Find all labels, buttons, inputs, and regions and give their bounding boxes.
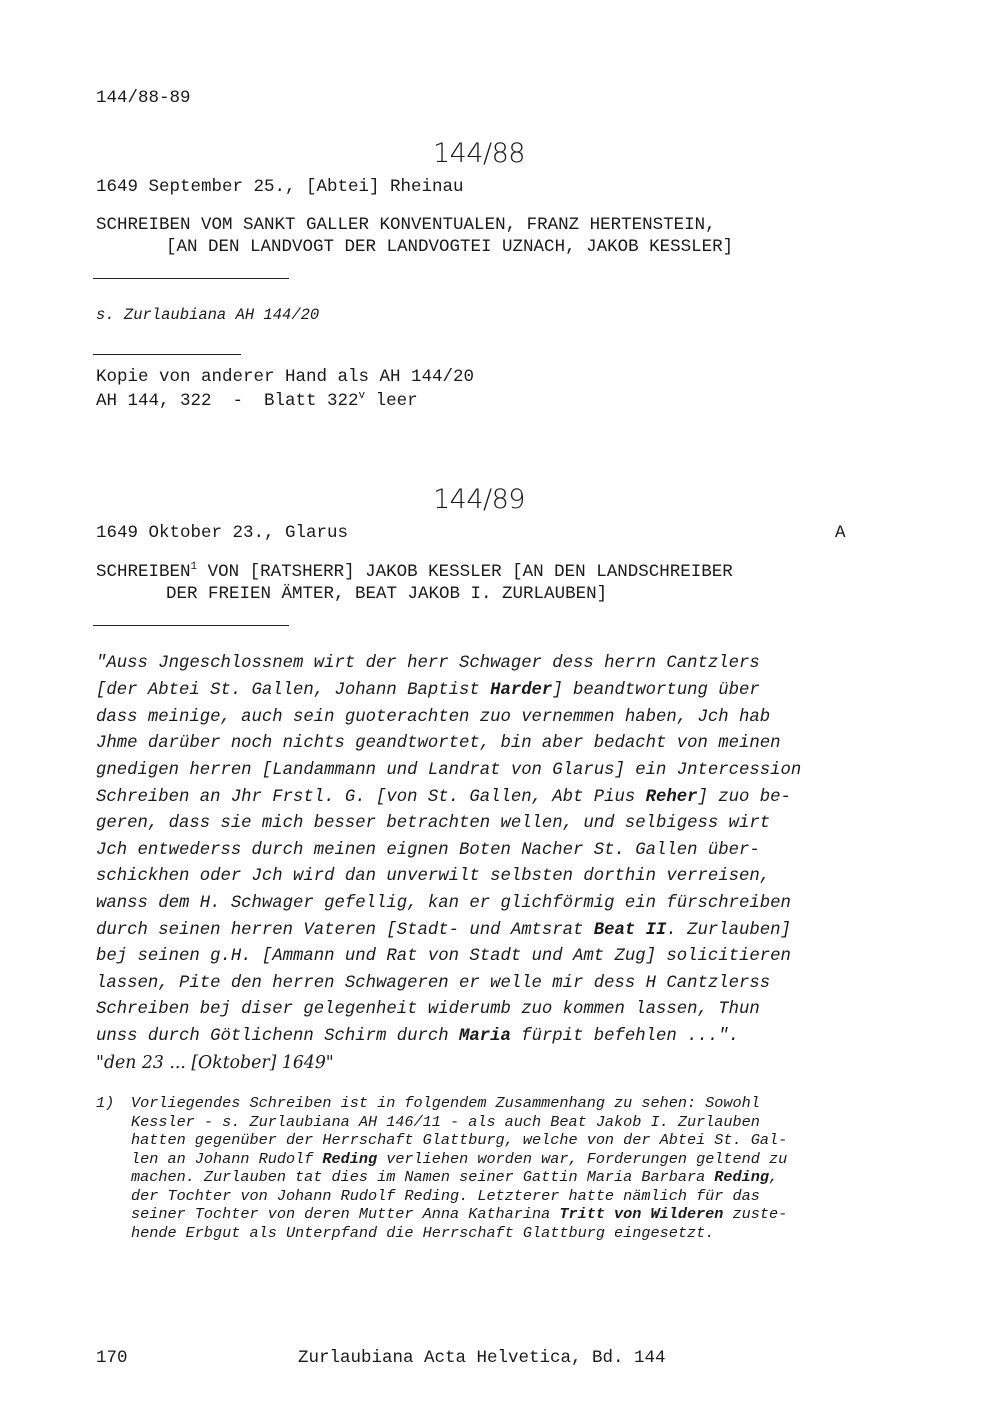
quote-date-line: "den 23 ... [Oktober] 1649" bbox=[96, 1053, 334, 1073]
quote-line: unss durch Götlichenn Schirm durch Maria fürpit befehlen ...". bbox=[96, 1027, 739, 1046]
footnote-line: seiner Tochter von deren Mutter Anna Katharina Tritt von Wilderen zuste- bbox=[131, 1205, 788, 1223]
quote-line: [der Abtei St. Gallen, Johann Baptist Harder] beandtwortung über bbox=[96, 681, 760, 700]
quote-line: wanss dem H. Schwager gefellig, kan er glichförmig ein fürschreiben bbox=[96, 894, 791, 913]
footnote-line: Kessler - s. Zurlaubiana AH 146/11 - als auch Beat Jakob I. Zurlauben bbox=[131, 1113, 760, 1131]
quote-line: geren, dass sie mich besser betrachten wellen, und selbigess wirt bbox=[96, 814, 771, 833]
quote-line: "Auss Jngeschlossnem wirt der herr Schwager dess herrn Cantzlers bbox=[96, 654, 760, 673]
entry-marker: A bbox=[835, 523, 846, 543]
page-reference: 144/88-89 bbox=[96, 88, 191, 108]
archival-note-line-2: AH 144, 322 - Blatt 322$^v$ leer bbox=[96, 390, 418, 411]
quote-line: Schreiben bej diser gelegenheit widerumb zuo kommen lassen, Thun bbox=[96, 1000, 760, 1019]
entry-number: 144/89 bbox=[433, 484, 525, 515]
see-reference: s. Zurlaubiana AH 144/20 bbox=[96, 306, 320, 324]
entry-title-line-2: DER FREIEN ÄMTER, BEAT JAKOB I. ZURLAUBEN] bbox=[166, 584, 608, 604]
footnote-line: hatten gegenüber der Herrschaft Glattburg, welche von der Abtei St. Gal- bbox=[131, 1131, 788, 1149]
footnote-marker: 1) bbox=[96, 1094, 115, 1112]
footnote-line: der Tochter von Johann Rudolf Reding. Letzterer hatte nämlich für das bbox=[131, 1187, 760, 1205]
entry-number: 144/88 bbox=[433, 138, 525, 169]
footnote-ref: 1 bbox=[190, 561, 198, 573]
entry-title-line-1: SCHREIBEN VOM SANKT GALLER KONVENTUALEN, FRANZ HERTENSTEIN, bbox=[96, 215, 716, 235]
quote-line: schickhen oder Jch wird dan unverwilt selbsten dorthin verreisen, bbox=[96, 867, 771, 886]
quote-line: lassen, Pite den herren Schwageren er welle mir dess H Cantzlerss bbox=[96, 974, 771, 993]
section-divider bbox=[93, 354, 241, 355]
footnote-line: hende Erbgut als Unterpfand die Herrschaft Glattburg eingesetzt. bbox=[131, 1224, 715, 1242]
entry-title-line-1: SCHREIBEN$^1$ VON [RATSHERR] JAKOB KESSLER [AN DEN LANDSCHREIBER bbox=[96, 561, 733, 582]
archival-note-line-1: Kopie von anderer Hand als AH 144/20 bbox=[96, 367, 475, 387]
section-divider bbox=[93, 625, 289, 626]
footnote-line: Vorliegendes Schreiben ist in folgendem Zusammenhang zu sehen: Sowohl bbox=[131, 1094, 760, 1112]
quote-line: durch seinen herren Vateren [Stadt- und Amtsrat Beat II. Zurlauben] bbox=[96, 921, 791, 940]
page-number: 170 bbox=[96, 1348, 128, 1368]
footnote-line: len an Johann Rudolf Reding verliehen worden war, Forderungen geltend zu bbox=[131, 1150, 788, 1168]
quote-line: Jhme darüber noch nichts geandtwortet, bin aber bedacht von meinen bbox=[96, 734, 781, 753]
footnote-line: machen. Zurlauben tat dies im Namen seiner Gattin Maria Barbara Reding, bbox=[131, 1168, 779, 1186]
quote-line: Jch entwederss durch meinen eignen Boten Nacher St. Gallen über- bbox=[96, 841, 760, 860]
entry-date-place: 1649 Oktober 23., Glarus bbox=[96, 523, 349, 543]
entry-title-line-2: [AN DEN LANDVOGT DER LANDVOGTEI UZNACH, JAKOB KESSLER] bbox=[166, 237, 734, 257]
entry-date-place: 1649 September 25., [Abtei] Rheinau bbox=[96, 177, 464, 197]
quote-line: bej seinen g.H. [Ammann und Rat von Stadt und Amt Zug] solicitieren bbox=[96, 947, 791, 966]
section-divider bbox=[93, 278, 289, 279]
quote-line: dass meinige, auch sein guoterachten zuo vernemmen haben, Jch hab bbox=[96, 708, 771, 727]
publication-title: Zurlaubiana Acta Helvetica, Bd. 144 bbox=[298, 1348, 666, 1368]
quote-line: Schreiben an Jhr Frstl. G. [von St. Gallen, Abt Pius Reher] zuo be- bbox=[96, 788, 791, 807]
quote-line: gnedigen herren [Landammann und Landrat von Glarus] ein Jntercession bbox=[96, 761, 802, 780]
